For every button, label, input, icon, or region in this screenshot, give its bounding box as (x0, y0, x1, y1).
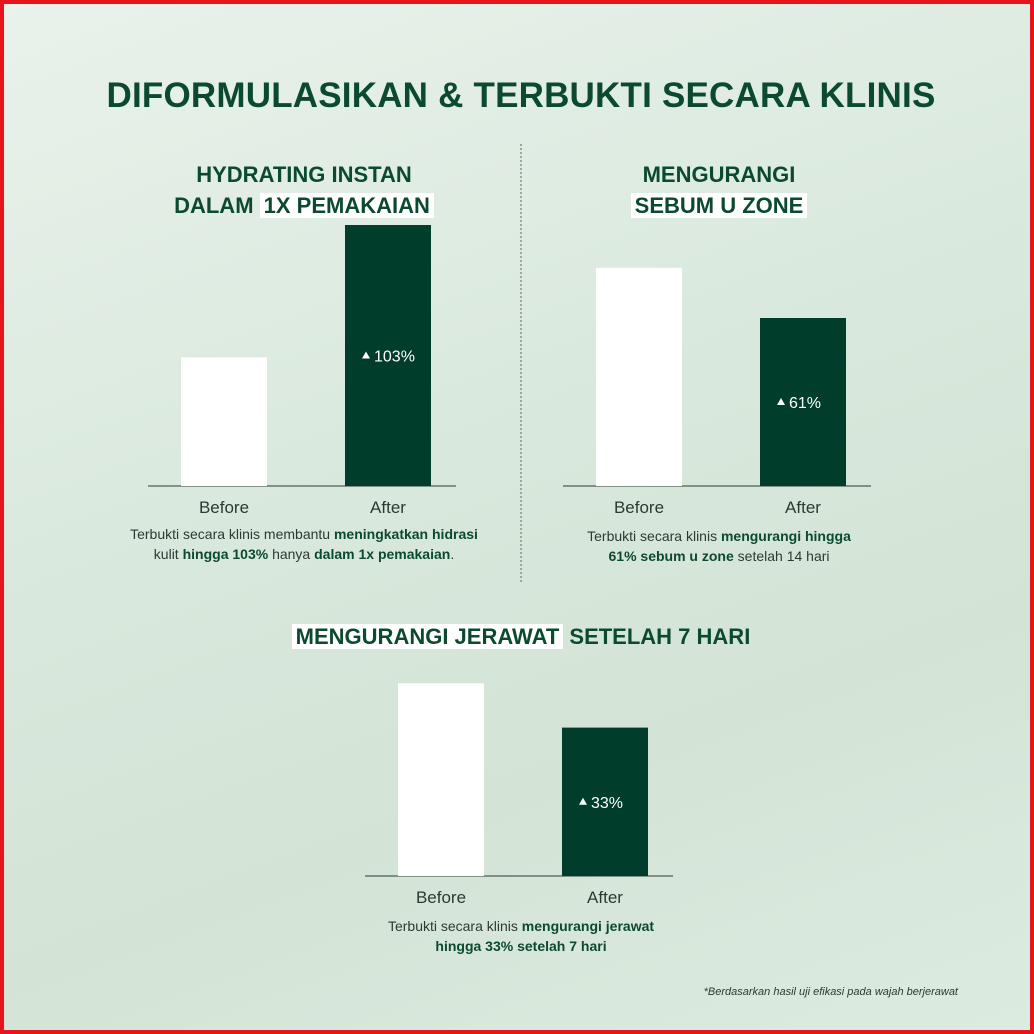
sebum-caption-line1 (539, 526, 899, 546)
caption-bold: mengurangi hingga (720, 528, 851, 544)
bar-value-label: 33% (591, 794, 624, 812)
footnote: *Berdasarkan hasil uji efikasi pada wajah berjerawat (703, 986, 958, 998)
caption-text: Terbukti secara klinis (587, 528, 721, 544)
acne-chart (361, 662, 681, 914)
hydration-caption (94, 524, 514, 564)
acne-section-title (221, 621, 821, 652)
sebum-section-title (559, 159, 879, 221)
category-label-before: Before (415, 888, 467, 907)
caption-text: Terbukti secara klinis membantu (130, 526, 334, 542)
sebum-caption (539, 526, 899, 566)
sebum-title-highlight: SEBUM U ZONE (631, 193, 808, 218)
hydration-title-highlight: 1X PEMAKAIAN (260, 193, 434, 218)
bar-before (181, 357, 267, 486)
sebum-caption-line2 (539, 546, 899, 566)
caption-bold: hingga 103% (182, 546, 269, 562)
caption-bold: dalam 1x pemakaian (314, 546, 451, 562)
acne-caption-line1 (341, 916, 701, 936)
acne-caption-line2 (341, 936, 701, 956)
caption-text: Terbukti secara klinis (387, 918, 522, 934)
hydration-caption-line2 (94, 544, 514, 564)
sebum-chart (559, 244, 879, 524)
acne-title-rest: SETELAH 7 HARI (563, 624, 751, 649)
category-label-after: After (370, 498, 406, 517)
category-label-after: After (587, 888, 623, 907)
hydration-section-title (144, 159, 464, 221)
hydration-title-line2-pre: DALAM (174, 193, 260, 218)
caption-text: setelah 14 hari (733, 548, 830, 564)
caption-text: kulit (153, 546, 183, 562)
hydration-title-line1: HYDRATING INSTAN (196, 162, 412, 187)
category-label-after: After (785, 498, 821, 517)
acne-title-highlight: MENGURANGI JERAWAT (292, 624, 564, 649)
caption-bold: hingga 33% setelah 7 hari (435, 938, 607, 954)
section-divider (520, 144, 522, 582)
hydration-caption-line1 (94, 524, 514, 544)
caption-text: hanya (268, 546, 315, 562)
bar-before (596, 268, 682, 486)
bar-before (398, 683, 484, 876)
category-label-before: Before (198, 498, 250, 517)
bar-value-label: 61% (789, 395, 822, 412)
sebum-title-line1: MENGURANGI (642, 162, 796, 187)
page-title: DIFORMULASIKAN & TERBUKTI SECARA KLINIS (106, 76, 936, 115)
hydration-chart (144, 214, 464, 524)
caption-text: . (450, 546, 455, 562)
caption-bold: meningkatkan hidrasi (333, 526, 478, 542)
bar-value-label: 103% (374, 348, 415, 366)
category-label-before: Before (613, 498, 665, 517)
caption-bold: mengurangi jerawat (521, 918, 655, 934)
sebum-title-line2 (559, 190, 879, 221)
acne-caption (341, 916, 701, 956)
caption-bold: 61% sebum u zone (608, 548, 734, 564)
